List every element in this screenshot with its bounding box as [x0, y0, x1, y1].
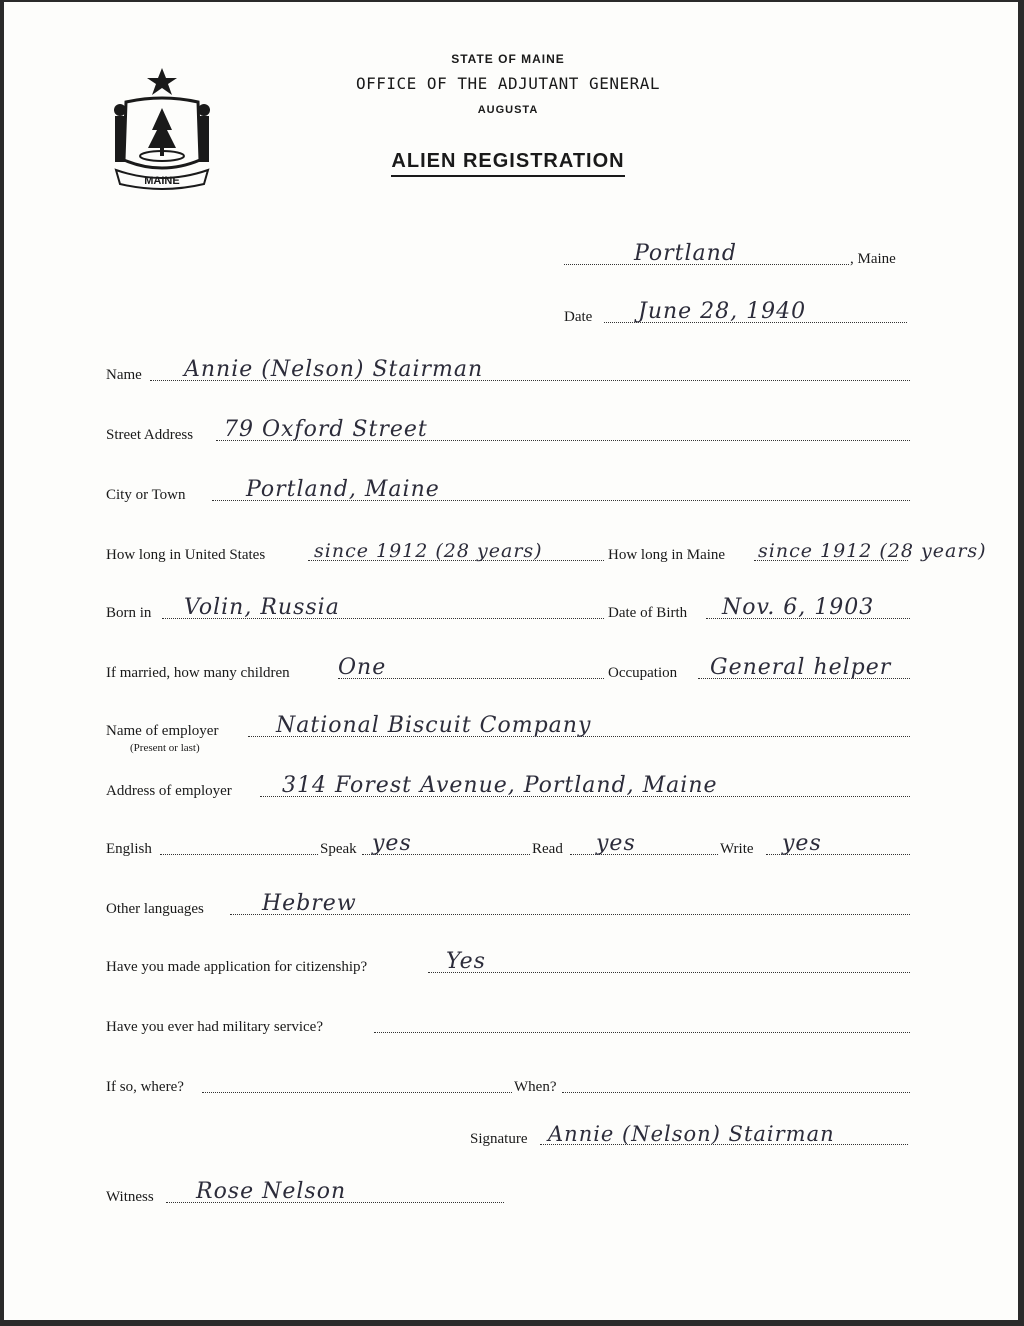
- citizenship-value[interactable]: Yes: [446, 949, 486, 974]
- children-label: If married, how many children: [106, 665, 290, 681]
- header-office: OFFICE OF THE ADJUTANT GENERAL: [356, 74, 660, 93]
- us-duration-value[interactable]: since 1912 (28 years): [314, 540, 543, 562]
- citizenship-label: Have you made application for citizenship?: [106, 959, 368, 975]
- read-value[interactable]: yes: [596, 831, 636, 856]
- city-value[interactable]: Portland, Maine: [246, 477, 440, 502]
- signature-value[interactable]: Annie (Nelson) Stairman: [548, 1122, 835, 1146]
- employer-address-row: [106, 773, 936, 800]
- where-when-row: [106, 1074, 911, 1096]
- dob-label: Date of Birth: [608, 605, 688, 621]
- english-label: English: [106, 841, 152, 857]
- name-label: Name: [106, 367, 142, 383]
- header-state: STATE OF MAINE: [451, 52, 565, 66]
- other-languages-value[interactable]: Hebrew: [262, 891, 357, 916]
- where-label: If so, where?: [106, 1079, 184, 1095]
- seal-text: MAINE: [144, 175, 180, 187]
- date-label: Date: [564, 309, 593, 325]
- witness-value[interactable]: Rose Nelson: [196, 1179, 347, 1204]
- employer-address-label: Address of employer: [106, 783, 232, 799]
- when-label: When?: [514, 1079, 557, 1095]
- witness-row: [106, 1179, 506, 1206]
- employer-sublabel: (Present or last): [130, 742, 200, 754]
- name-value[interactable]: Annie (Nelson) Stairman: [184, 357, 484, 382]
- us-duration-label: How long in United States: [106, 547, 266, 563]
- employer-value[interactable]: National Biscuit Company: [276, 713, 592, 738]
- children-value[interactable]: One: [338, 655, 387, 680]
- form-title: ALIEN REGISTRATION: [391, 150, 624, 177]
- place-row: [564, 241, 914, 268]
- other-languages-row: [106, 891, 911, 918]
- street-row: [106, 417, 911, 444]
- write-label: Write: [720, 841, 754, 857]
- write-value[interactable]: yes: [782, 831, 822, 856]
- place-value[interactable]: Portland: [634, 241, 737, 266]
- state-seal-icon: [106, 64, 218, 192]
- citizenship-row: [106, 949, 911, 976]
- city-label: City or Town: [106, 487, 186, 503]
- maine-duration-label: How long in Maine: [608, 547, 726, 563]
- header-city: AUGUSTA: [477, 104, 539, 116]
- name-row: [106, 357, 911, 384]
- street-value[interactable]: 79 Oxford Street: [224, 417, 428, 442]
- street-label: Street Address: [106, 427, 194, 443]
- date-value[interactable]: June 28, 1940: [638, 299, 807, 324]
- english-row: [106, 831, 911, 858]
- signature-label: Signature: [470, 1131, 528, 1147]
- born-in-label: Born in: [106, 605, 152, 621]
- read-label: Read: [532, 841, 563, 857]
- date-row: [564, 299, 914, 326]
- military-row: [106, 1014, 911, 1036]
- city-row: [106, 477, 911, 504]
- occupation-label: Occupation: [608, 665, 678, 681]
- dob-value[interactable]: Nov. 6, 1903: [722, 595, 875, 620]
- employer-label: Name of employer: [106, 723, 219, 739]
- occupation-value[interactable]: General helper: [710, 655, 892, 680]
- employer-row: [106, 713, 911, 754]
- speak-value[interactable]: yes: [372, 831, 412, 856]
- other-languages-label: Other languages: [106, 901, 204, 917]
- maine-duration-value[interactable]: since 1912 (28 years): [758, 540, 987, 562]
- speak-label: Speak: [320, 841, 357, 857]
- children-row: [106, 655, 966, 682]
- birth-row: [106, 595, 911, 622]
- employer-address-value[interactable]: 314 Forest Avenue, Portland, Maine: [282, 773, 718, 798]
- duration-row: [106, 542, 1018, 564]
- registration-form-page: [4, 2, 1018, 1320]
- place-suffix-label: , Maine: [850, 251, 896, 267]
- born-in-value[interactable]: Volin, Russia: [184, 595, 340, 620]
- signature-row: [470, 1122, 910, 1148]
- witness-label: Witness: [106, 1189, 154, 1205]
- military-label: Have you ever had military service?: [106, 1019, 323, 1035]
